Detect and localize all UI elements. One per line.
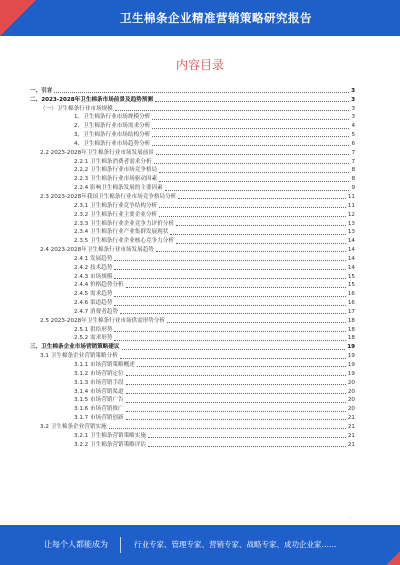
toc-dot-leader bbox=[137, 365, 346, 367]
toc-entry-title: 1、卫生棉条行业市场规模分析 bbox=[74, 114, 151, 121]
toc-entry[interactable] bbox=[30, 387, 355, 396]
toc-dot-leader bbox=[159, 215, 346, 217]
toc-dot-leader bbox=[120, 357, 346, 359]
toc-entry[interactable] bbox=[30, 228, 355, 237]
toc-entry[interactable] bbox=[30, 174, 355, 183]
toc-entry-title: 3.2.1 卫生棉条营销策略实施 bbox=[74, 432, 146, 439]
toc-dot-leader bbox=[170, 233, 346, 235]
toc-dot-leader bbox=[178, 197, 346, 199]
toc-dot-leader bbox=[126, 392, 346, 394]
toc-entry-page: 8 bbox=[351, 167, 355, 174]
toc-dot-leader bbox=[126, 286, 346, 288]
toc-entry-title: 2.5.2 需求形势 bbox=[74, 335, 113, 342]
toc-entry-title: 三、卫生棉条企业市场营销策略建议 bbox=[30, 344, 120, 351]
page-marker: . bbox=[349, 514, 351, 520]
toc-entry[interactable] bbox=[30, 166, 355, 175]
toc-entry-page: 11 bbox=[347, 193, 355, 200]
toc-entry-title: 二、2023-2028年卫生棉条市场前景及趋势预测 bbox=[30, 96, 153, 103]
toc-entry-page: 11 bbox=[347, 202, 355, 209]
toc-entry[interactable] bbox=[30, 325, 355, 334]
toc-entry-title: 2.3.4 卫生棉条行业产业集群发展现状 bbox=[74, 229, 169, 236]
toc-dot-leader bbox=[114, 304, 345, 306]
toc-dot-leader bbox=[114, 259, 345, 261]
toc-entry[interactable] bbox=[30, 422, 355, 431]
toc-entry[interactable] bbox=[30, 86, 355, 95]
toc-dot-leader bbox=[165, 189, 350, 191]
toc-entry-page: 21 bbox=[347, 423, 355, 430]
toc-entry[interactable] bbox=[30, 378, 355, 387]
toc-entry-title: 3.2.2 卫生棉条营销策略评估 bbox=[74, 441, 146, 448]
toc-entry-title: 2.2 2023-2028年卫生棉条行业市场发展前景 bbox=[40, 149, 154, 156]
toc-entry[interactable] bbox=[30, 192, 355, 201]
toc-dot-leader bbox=[156, 153, 350, 155]
toc-entry[interactable] bbox=[30, 157, 355, 166]
toc-entry-page: 14 bbox=[347, 238, 355, 245]
toc-heading: 内容目录 bbox=[175, 58, 224, 72]
footer-divider bbox=[120, 537, 121, 553]
toc-dot-leader bbox=[154, 162, 350, 164]
toc-entry[interactable] bbox=[30, 369, 355, 378]
toc-dot-leader bbox=[156, 250, 346, 252]
toc-entry-page: 16 bbox=[347, 300, 355, 307]
toc-entry-page: 15 bbox=[347, 282, 355, 289]
toc-entry-title: 2.4.1 发展趋势 bbox=[74, 255, 113, 262]
toc-dot-leader bbox=[115, 109, 350, 111]
toc-dot-leader bbox=[159, 171, 349, 173]
toc-entry-page: 21 bbox=[347, 415, 355, 422]
toc-entry-page: 14 bbox=[347, 255, 355, 262]
toc-entry[interactable] bbox=[30, 281, 355, 290]
toc-entry[interactable] bbox=[30, 104, 355, 113]
toc-dot-leader bbox=[114, 330, 345, 332]
toc-dot-leader bbox=[109, 427, 346, 429]
toc-entry[interactable] bbox=[30, 334, 355, 343]
toc-entry-title: 2.4 2023-2028年卫生棉条行业市场发展趋势 bbox=[40, 247, 154, 254]
toc-entry[interactable] bbox=[30, 431, 355, 440]
toc-entry-page: 5 bbox=[351, 132, 355, 139]
toc-entry-title: 2.4.5 需求趋势 bbox=[74, 291, 113, 298]
toc-entry-title: 2.5 2023-2028年卫生棉条行业市场供需形势分析 bbox=[40, 317, 166, 324]
toc-entry[interactable] bbox=[30, 130, 355, 139]
toc-entry[interactable] bbox=[30, 183, 355, 192]
toc-dot-leader bbox=[120, 312, 346, 314]
toc-dot-leader bbox=[126, 401, 346, 403]
toc-entry[interactable] bbox=[30, 316, 355, 325]
toc-entry-title: 3、卫生棉条行业市场结构分析 bbox=[74, 132, 151, 139]
toc-entry-title: 2.4.6 渠道趋势 bbox=[74, 300, 113, 307]
toc-entry-title: 一、引言 bbox=[30, 87, 53, 94]
toc-entry-page: 19 bbox=[347, 362, 355, 368]
toc-entry[interactable] bbox=[30, 245, 355, 254]
toc-entry[interactable] bbox=[30, 298, 355, 307]
toc-entry-page: 12 bbox=[347, 211, 355, 218]
toc-dot-leader bbox=[167, 321, 346, 323]
toc-entry[interactable] bbox=[30, 272, 355, 281]
toc-entry-page: 8 bbox=[351, 176, 355, 183]
toc-entry-title: 3.1.2 市场营销定位 bbox=[74, 370, 124, 377]
toc-entry[interactable] bbox=[30, 113, 355, 122]
toc-entry-page: 3 bbox=[351, 96, 355, 103]
toc-dot-leader bbox=[176, 224, 346, 226]
table-of-contents bbox=[30, 86, 355, 449]
toc-entry-page: 21 bbox=[347, 441, 355, 448]
toc-entry[interactable] bbox=[30, 360, 355, 369]
toc-dot-leader bbox=[152, 118, 349, 120]
toc-dot-leader bbox=[114, 339, 345, 341]
footer-slogan: 让每个人都能成为 bbox=[44, 540, 108, 549]
toc-entry-title: 2.4.4 价格趋势分析 bbox=[74, 282, 124, 289]
report-footer bbox=[0, 525, 400, 565]
toc-dot-leader bbox=[114, 277, 345, 279]
toc-entry-page: 16 bbox=[347, 291, 355, 298]
toc-entry[interactable] bbox=[30, 95, 355, 104]
toc-entry[interactable] bbox=[30, 440, 355, 449]
toc-entry-page: 18 bbox=[347, 326, 355, 333]
toc-dot-leader bbox=[114, 268, 345, 270]
toc-dot-leader bbox=[54, 91, 349, 93]
toc-entry-title: 2.3.3 卫生棉条行业企业竞争力评价分析 bbox=[74, 220, 174, 227]
toc-entry[interactable] bbox=[30, 413, 355, 422]
toc-dot-leader bbox=[159, 180, 349, 182]
toc-entry-title: 2.2.3 卫生棉条行业市场驱动因素 bbox=[74, 176, 158, 183]
toc-entry-title: 2.3 2023-2028年我国卫生棉条行业市场竞争格局分析 bbox=[40, 193, 177, 200]
toc-entry-page: 19 bbox=[347, 344, 355, 351]
header-corner-triangle bbox=[0, 0, 36, 36]
toc-entry-title: 2.3.5 卫生棉条行业企业核心竞争力分析 bbox=[74, 238, 174, 245]
toc-entry-page: 19 bbox=[347, 353, 355, 360]
toc-entry-title: 2.4.7 消费者趋势 bbox=[74, 308, 118, 315]
toc-entry-title: 2.5.1 供给形势 bbox=[74, 326, 113, 333]
toc-dot-leader bbox=[126, 418, 346, 420]
toc-entry-title: 2.3.2 卫生棉条行业主要企业分析 bbox=[74, 211, 158, 218]
toc-entry-page: 3 bbox=[351, 114, 355, 121]
toc-entry-title: 3.1.3 市场营销手段 bbox=[74, 379, 124, 386]
footer-corner-triangle bbox=[386, 551, 400, 565]
toc-entry-page: 18 bbox=[347, 317, 355, 324]
toc-entry-title: 2.2.4 影响卫生棉条发展的主要因素 bbox=[74, 185, 163, 192]
toc-dot-leader bbox=[176, 242, 346, 244]
toc-entry-page: 20 bbox=[347, 388, 355, 395]
toc-entry-page: 3 bbox=[351, 105, 355, 112]
toc-entry-title: 2.2.1 卫生棉条消费者需求分析 bbox=[74, 158, 152, 165]
toc-dot-leader bbox=[126, 410, 346, 412]
toc-entry-title: 3.2 卫生棉条企业营销实施 bbox=[40, 423, 107, 430]
toc-entry[interactable] bbox=[30, 342, 355, 351]
toc-entry-title: （一）卫生棉条行业市场规模 bbox=[40, 105, 113, 112]
toc-entry-title: 2.4.2 技术趋势 bbox=[74, 264, 113, 271]
toc-entry-title: 4、卫生棉条行业市场趋势分析 bbox=[74, 140, 151, 147]
toc-entry[interactable] bbox=[30, 210, 355, 219]
toc-entry[interactable] bbox=[30, 396, 355, 405]
toc-entry-page: 4 bbox=[351, 123, 355, 130]
toc-entry-page: 9 bbox=[351, 185, 355, 192]
toc-dot-leader bbox=[152, 144, 349, 146]
toc-dot-leader bbox=[152, 127, 349, 129]
toc-entry-page: 3 bbox=[351, 87, 355, 94]
toc-entry[interactable] bbox=[30, 121, 355, 130]
toc-dot-leader bbox=[126, 383, 346, 385]
toc-entry-page: 21 bbox=[347, 432, 355, 439]
toc-dot-leader bbox=[148, 436, 346, 438]
toc-entry-title: 2.4.3 市场规模 bbox=[74, 273, 113, 280]
toc-entry-title: 3.1 卫生棉条企业营销策略分析 bbox=[40, 353, 118, 360]
toc-entry[interactable] bbox=[30, 139, 355, 148]
toc-entry[interactable] bbox=[30, 307, 355, 316]
toc-entry[interactable] bbox=[30, 201, 355, 210]
toc-entry[interactable] bbox=[30, 219, 355, 228]
toc-dot-leader bbox=[155, 100, 349, 102]
toc-entry-page: 14 bbox=[347, 264, 355, 271]
toc-entry[interactable] bbox=[30, 254, 355, 263]
toc-entry-title: 2.2.2 卫生棉条行业市场竞争格局 bbox=[74, 167, 158, 174]
toc-entry-page: 7 bbox=[351, 149, 355, 156]
toc-entry-page: 20 bbox=[347, 397, 355, 404]
toc-entry-title: 3.1.7 市场营销创新 bbox=[74, 415, 124, 422]
toc-entry-page: 13 bbox=[347, 229, 355, 236]
footer-roles: 行业专家、管理专家、营销专家、战略专家、成功企业家…… bbox=[134, 540, 337, 549]
toc-entry-title: 3.1.5 市场营销广告 bbox=[74, 397, 124, 404]
toc-entry-page: 14 bbox=[347, 247, 355, 254]
toc-dot-leader bbox=[114, 295, 345, 297]
report-header bbox=[0, 0, 400, 36]
toc-entry-page: 6 bbox=[351, 140, 355, 147]
toc-entry-page: 17 bbox=[347, 308, 355, 315]
toc-entry-page: 7 bbox=[351, 158, 355, 165]
toc-entry-page: 20 bbox=[347, 406, 355, 413]
toc-entry[interactable] bbox=[30, 236, 355, 245]
toc-entry[interactable] bbox=[30, 289, 355, 298]
toc-entry[interactable] bbox=[30, 404, 355, 413]
toc-entry-title: 3.1.4 市场营销渠道 bbox=[74, 388, 124, 395]
toc-entry-page: 13 bbox=[347, 220, 355, 227]
toc-entry-title: 3.1.6 市场营销推广 bbox=[74, 406, 124, 413]
toc-entry[interactable] bbox=[30, 148, 355, 157]
toc-dot-leader bbox=[122, 348, 346, 350]
toc-entry-page: 20 bbox=[347, 379, 355, 386]
toc-entry-page: 18 bbox=[347, 335, 355, 342]
toc-dot-leader bbox=[159, 206, 346, 208]
toc-entry[interactable] bbox=[30, 263, 355, 272]
toc-entry[interactable] bbox=[30, 351, 355, 360]
toc-entry-page: 15 bbox=[347, 273, 355, 280]
toc-entry-title: 3.1.1 市场营销策略概述 bbox=[74, 362, 135, 368]
toc-dot-leader bbox=[126, 374, 346, 376]
toc-entry-title: 2、卫生棉条行业市场需求分析 bbox=[74, 123, 151, 130]
toc-dot-leader bbox=[152, 135, 349, 137]
toc-entry-title: 2.3.1 卫生棉条行业竞争结构分析 bbox=[74, 202, 158, 209]
toc-dot-leader bbox=[148, 445, 346, 447]
toc-entry-page: 19 bbox=[347, 370, 355, 377]
report-title: 卫生棉条企业精准营销策略研究报告 bbox=[120, 11, 312, 25]
